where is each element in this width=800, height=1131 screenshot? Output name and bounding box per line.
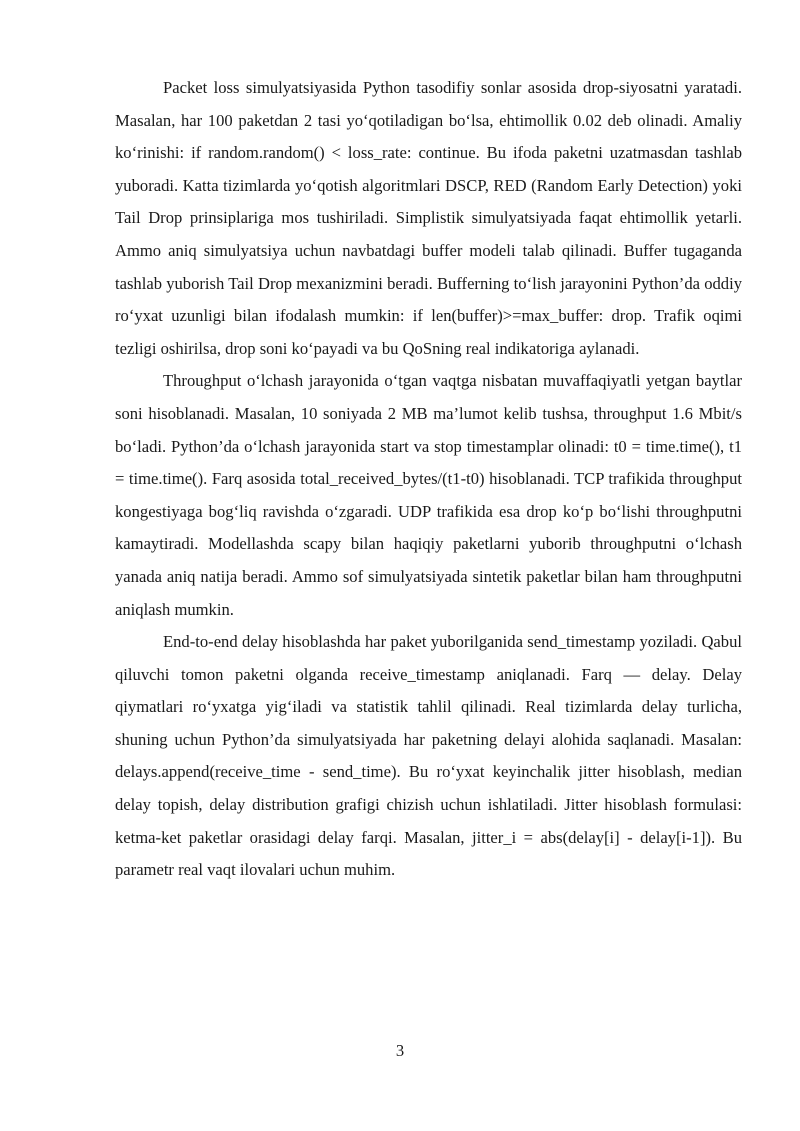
body-text (115, 72, 742, 887)
paragraph-packet-loss: Packet loss simulyatsiyasida Python tasodifiy sonlar asosida drop-siyosatni yaratadi. Masalan, har 100 paketdan 2 tasi yo‘qotiladigan bo‘lsa, ehtimollik 0.02 deb olinadi. Amaliy ko‘rinishi: if random.random() < loss_rate: continue. Bu ifoda paketni uzatmasdan tashlab yuboradi. Katta tizimlarda yo‘qotish algoritmlari DSCP, RED (Random Early Detection) yoki Tail Drop prinsiplariga mos tushiriladi. Simplistik simulyatsiyada faqat ehtimollik yetarli. Ammo aniq simulyatsiya uchun navbatdagi buffer modeli talab qilinadi. Buffer tugaganda tashlab yuborish Tail Drop mexanizmini beradi. Bufferning to‘lish jarayonini Python’da oddiy ro‘yxat uzunligi bilan ifodalash mumkin: if len(buffer)>=max_buffer: drop. Trafik oqimi tezligi oshirilsa, drop soni ko‘payadi va bu QoSning real indikatoriga aylanadi. (115, 78, 742, 358)
page-number: 3 (395, 1041, 405, 1060)
paragraph-delay: End-to-end delay hisoblashda har paket yuborilganida send_timestamp yoziladi. Qabul qiluvchi tomon paketni olganda receive_timestamp aniqlanadi. Farq — delay. Delay qiymatlari ro‘yxatga yig‘iladi va statistik tahlil qilinadi. Real tizimlarda delay turlicha, shuning uchun Python’da simulyatsiyada har paketning delayi alohida saqlanadi. Masalan: delays.append(receive_time - send_time). Bu ro‘yxat keyinchalik jitter hisoblash, median delay topish, delay distribution grafigi chizish uchun ishlatiladi. Jitter hisoblash formulasi: ketma-ket paketlar orasidagi delay farqi. Masalan, jitter_i = abs(delay[i] - delay[i-1]). Bu parametr real vaqt ilovalari uchun muhim. (115, 632, 742, 880)
paragraph-throughput: Throughput o‘lchash jarayonida o‘tgan vaqtga nisbatan muvaffaqiyatli yetgan baytlar soni hisoblanadi. Masalan, 10 soniyada 2 MB ma’lumot kelib tushsa, throughput 1.6 Mbit/s bo‘ladi. Python’da o‘lchash jarayonida start va stop timestamplar olinadi: t0 = time.time(), t1 = time.time(). Farq asosida total_received_bytes/(t1-t0) hisoblanadi. TCP trafikida throughput kongestiyaga bog‘liq ravishda o‘zgaradi. UDP trafikida esa drop ko‘p bo‘lishi throughputni kamaytiradi. Modellashda scapy bilan haqiqiy paketlarni yuborib throughputni o‘lchash yanada aniq natija beradi. Ammo sof simulyatsiyada sintetik paketlar bilan ham throughputni aniqlash mumkin. (115, 371, 742, 619)
